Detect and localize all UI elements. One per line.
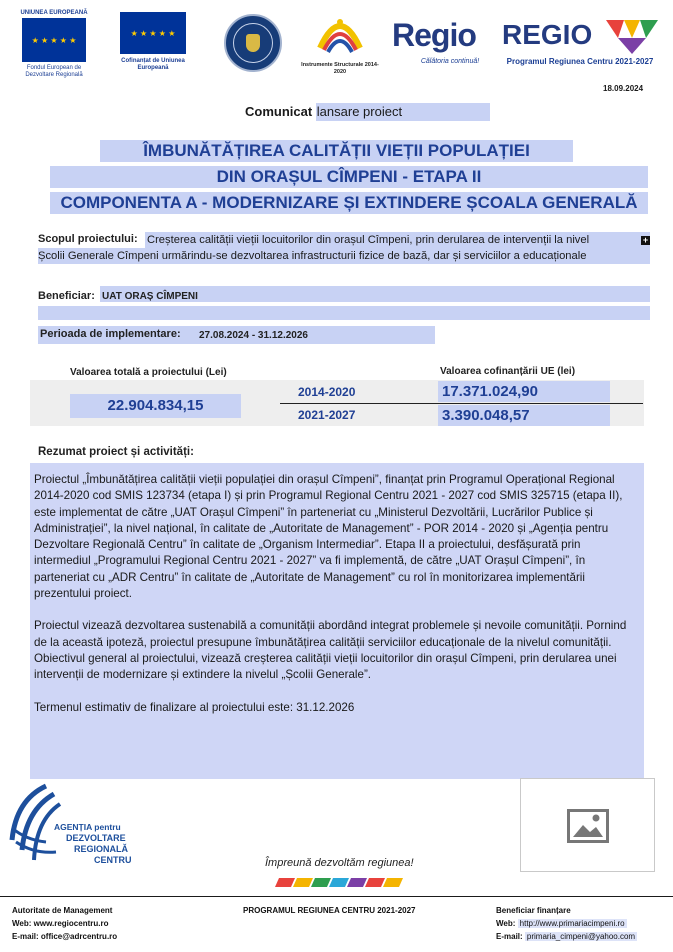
beneficiary-field	[100, 286, 650, 302]
footer-right-title: Beneficiar finanțare	[496, 906, 571, 915]
total-value-label: Valoarea totală a proiectului (Lei)	[70, 367, 227, 378]
adr-line-2: DEZVOLTARE	[66, 833, 126, 843]
instruments-logo	[300, 10, 380, 80]
adr-line-4: CENTRU	[94, 855, 132, 865]
summary-label: Rezumat proiect și activități:	[38, 446, 194, 458]
communique-prefix: Comunicat	[245, 104, 313, 119]
total-value-box	[70, 394, 241, 418]
period-row-2-value: 3.390.048,57	[442, 407, 530, 424]
communique-heading	[245, 103, 490, 121]
regio-centru-wordmark: REGIO	[502, 19, 593, 50]
footer-right-web-label: Web:	[496, 919, 516, 928]
image-placeholder[interactable]	[520, 778, 655, 872]
title-line-1: ÎMBUNĂTĂȚIREA CALITĂȚII VIEȚII POPULAȚIEI	[100, 140, 573, 162]
slogan: Împreună dezvoltăm regiunea!	[265, 857, 414, 869]
footer-left-web-label: Web:	[12, 919, 32, 928]
eu-flag-icon: ★ ★ ★ ★ ★	[120, 12, 186, 54]
eu-fund-title: UNIUNEA EUROPEANĂ	[20, 10, 88, 16]
regio-wordmark: Regio	[392, 17, 476, 53]
regio-tagline: Călătoria continuă!	[420, 58, 480, 65]
image-icon	[567, 809, 609, 843]
footer-left-email-link[interactable]: office@adrcentru.ro	[40, 932, 118, 941]
document-date: 18.09.2024	[603, 84, 644, 93]
period-row-1-label: 2014-2020	[298, 385, 356, 399]
regio-centru-logo	[500, 18, 660, 74]
scope-label: Scopul proiectului:	[38, 233, 138, 245]
cofinancing-label: Valoarea cofinanțării UE (lei)	[440, 366, 576, 377]
scope-line-1: Creșterea calității vieții locuitorilor din orașul Cîmpeni, prin derularea de intervenții la nivel	[147, 234, 590, 246]
footer-right-email-label: E-mail:	[496, 932, 523, 941]
summary-text	[30, 463, 644, 779]
beneficiary-value: UAT ORAȘ CÎMPENI	[102, 291, 198, 302]
footer-program-name: PROGRAMUL REGIUNEA CENTRU 2021-2027	[243, 906, 416, 915]
instruments-emblem-icon	[300, 10, 380, 62]
footer-left-email-label: E-mail:	[12, 932, 39, 941]
adr-line-1: AGENȚIA pentru	[54, 822, 121, 832]
communique-type: lansare proiect	[316, 103, 490, 121]
regio-centru-caption: Programul Regiunea Centru 2021-2027	[506, 57, 654, 66]
title-line-2: DIN ORAȘUL CÎMPENI - ETAPA II	[50, 166, 648, 188]
government-seal-icon	[224, 14, 282, 72]
eu-fund-caption: Fondul European de Dezvoltare Regională	[25, 65, 83, 78]
title-line-3: COMPONENTA A - MODERNIZARE ȘI EXTINDERE ȘCOALA GENERALĂ	[50, 192, 648, 214]
footer-beneficiary	[496, 904, 637, 943]
regio-logo	[390, 18, 490, 74]
period-label: Perioada de implementare:	[40, 328, 181, 340]
footer-right-web-link[interactable]: http://www.primariacimpeni.ro	[519, 919, 625, 928]
eu-fund-logo	[18, 10, 90, 82]
summary-paragraph-2: Proiectul vizează dezvoltarea sustenabilă a comunității abordând integrat problemele și nevoile comunității. Pornind de la această ipoteză, proiectul presupune îmbunătățirea calității serviciilor educaționale de la nivelul comunității. Obiectivul general al proiectului, vizează creșterea calității vieții locuitorilor din orașul Cîmpeni, prin derularea unei intervenții de modernizare și extindere la nivelul „Școlii Generale”.	[34, 619, 627, 682]
adr-centru-logo	[6, 780, 146, 870]
period-value: 27.08.2024 - 31.12.2026	[199, 330, 308, 341]
footer-divider	[0, 896, 673, 897]
summary-paragraph-3: Termenul estimativ de finalizare al proiectului este: 31.12.2026	[34, 700, 355, 714]
period-row-2-value-box	[438, 405, 610, 426]
scope-expand-button[interactable]: +	[642, 235, 649, 245]
financing-divider	[280, 403, 643, 404]
beneficiary-label: Beneficiar:	[38, 290, 95, 302]
scope-line-2: Școlii Generale Cîmpeni urmărindu-se dezvoltarea infrastructurii fizice de bază, dar și serviciilor a educaționale	[38, 248, 650, 264]
beneficiary-extra-line	[38, 306, 650, 320]
eu-cofinanced-logo	[115, 12, 191, 80]
eu-cofinanced-caption: Cofinanțat de Uniunea Europeană	[121, 58, 185, 71]
total-value: 22.904.834,15	[107, 397, 204, 414]
summary-paragraph-1: Proiectul „Îmbunătățirea calității vieții populației din orașul Cîmpeni”, finanțat prin Programul Operațional Regional 2014-2020 cod SMIS 123734 (etapa I) și prin Programul Regional Centru 2021 - 2027 cod SMIS 325715 (etapa II), este implementat de către „UAT Orașul Cîmpeni” în parteneriat cu „Ministerul Dezvoltării, Lucrărilor Publice și Administrației”, la nivel național, în calitate de „Autoritate de Management” - POR 2014 - 2020 și „Agenția pentru Dezvoltare Regională Centru” în calitate de „Organism Intermediar”. Etapa II a proiectului, desfășurată prin intermediul „Programului Regional Centru 2021 - 2027” va fi implementă, de către „UAT Orașul Cîmpeni”, în parteneriat cu „ADR Centru” în calitate de „Autoritate de Management” cu rol în monitorizarea implementării prezentului proiect.	[34, 473, 623, 601]
footer-right-email-link[interactable]: primaria_cimpeni@yahoo.com	[526, 932, 636, 941]
instruments-caption: Instrumente Structurale 2014-2020	[301, 62, 379, 75]
regio-triangle-icon	[606, 18, 658, 54]
adr-line-3: REGIONALĂ	[74, 844, 128, 854]
eu-flag-icon: ★ ★ ★ ★ ★	[22, 18, 86, 62]
period-row-1-value: 17.371.024,90	[442, 383, 538, 400]
period-row-1-value-box	[438, 381, 610, 402]
footer-managing-authority	[12, 904, 117, 943]
footer-left-title: Autoritate de Management	[12, 906, 113, 915]
period-row-2-label: 2021-2027	[298, 408, 356, 422]
footer-left-web-link[interactable]: www.regiocentru.ro	[33, 919, 109, 928]
